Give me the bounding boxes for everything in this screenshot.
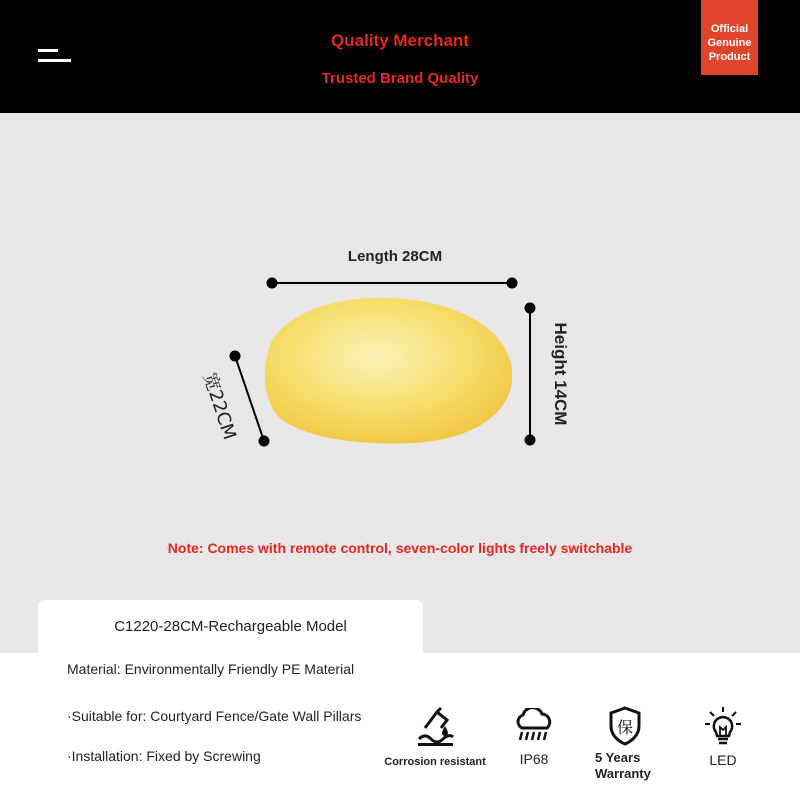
corrosion-icon (415, 706, 455, 746)
shield-icon (608, 706, 642, 746)
feature-warranty (592, 706, 658, 782)
badge-line-2: Genuine (707, 37, 752, 49)
rain-cloud-icon (514, 708, 554, 742)
badge-line-1: Official (710, 23, 749, 35)
warranty-glyph: 保 (616, 718, 634, 737)
product-dimension-diagram (0, 113, 800, 653)
model-tab-label: C1220-28CM-Rechargeable Model (114, 618, 347, 635)
official-badge (701, 0, 758, 75)
length-dimension-line (268, 279, 517, 288)
menu-icon[interactable] (38, 49, 72, 65)
bulb-icon (703, 706, 743, 746)
feature-ip68 (500, 708, 568, 767)
spec-suitable: ·Suitable for: Courtyard Fence/Gate Wall Pillars (67, 708, 362, 724)
remote-control-note: Note: Comes with remote control, seven-color lights freely switchable (167, 540, 633, 556)
badge-line-3: Product (708, 51, 751, 63)
spec-material: Material: Environmentally Friendly PE Material (67, 661, 355, 677)
feature-ip68-label: IP68 (519, 751, 549, 767)
header-subtitle: Trusted Brand Quality (321, 70, 479, 87)
spec-installation: ·Installation: Fixed by Screwing (67, 748, 261, 764)
height-label: Height 14CM (551, 322, 570, 426)
header-title: Quality Merchant (331, 31, 469, 50)
length-label: Length 28CM (347, 248, 443, 265)
height-dimension-line (526, 304, 535, 445)
feature-warranty-label: 5 Years Warranty (595, 750, 651, 781)
stone-light-shape (265, 298, 512, 444)
header-bar (0, 0, 800, 113)
feature-led-label: LED (709, 752, 737, 768)
feature-corrosion (372, 706, 498, 768)
width-label: 宽22CM (198, 370, 240, 443)
feature-corrosion-label: Corrosion resistant (384, 756, 486, 768)
feature-led (692, 706, 754, 768)
